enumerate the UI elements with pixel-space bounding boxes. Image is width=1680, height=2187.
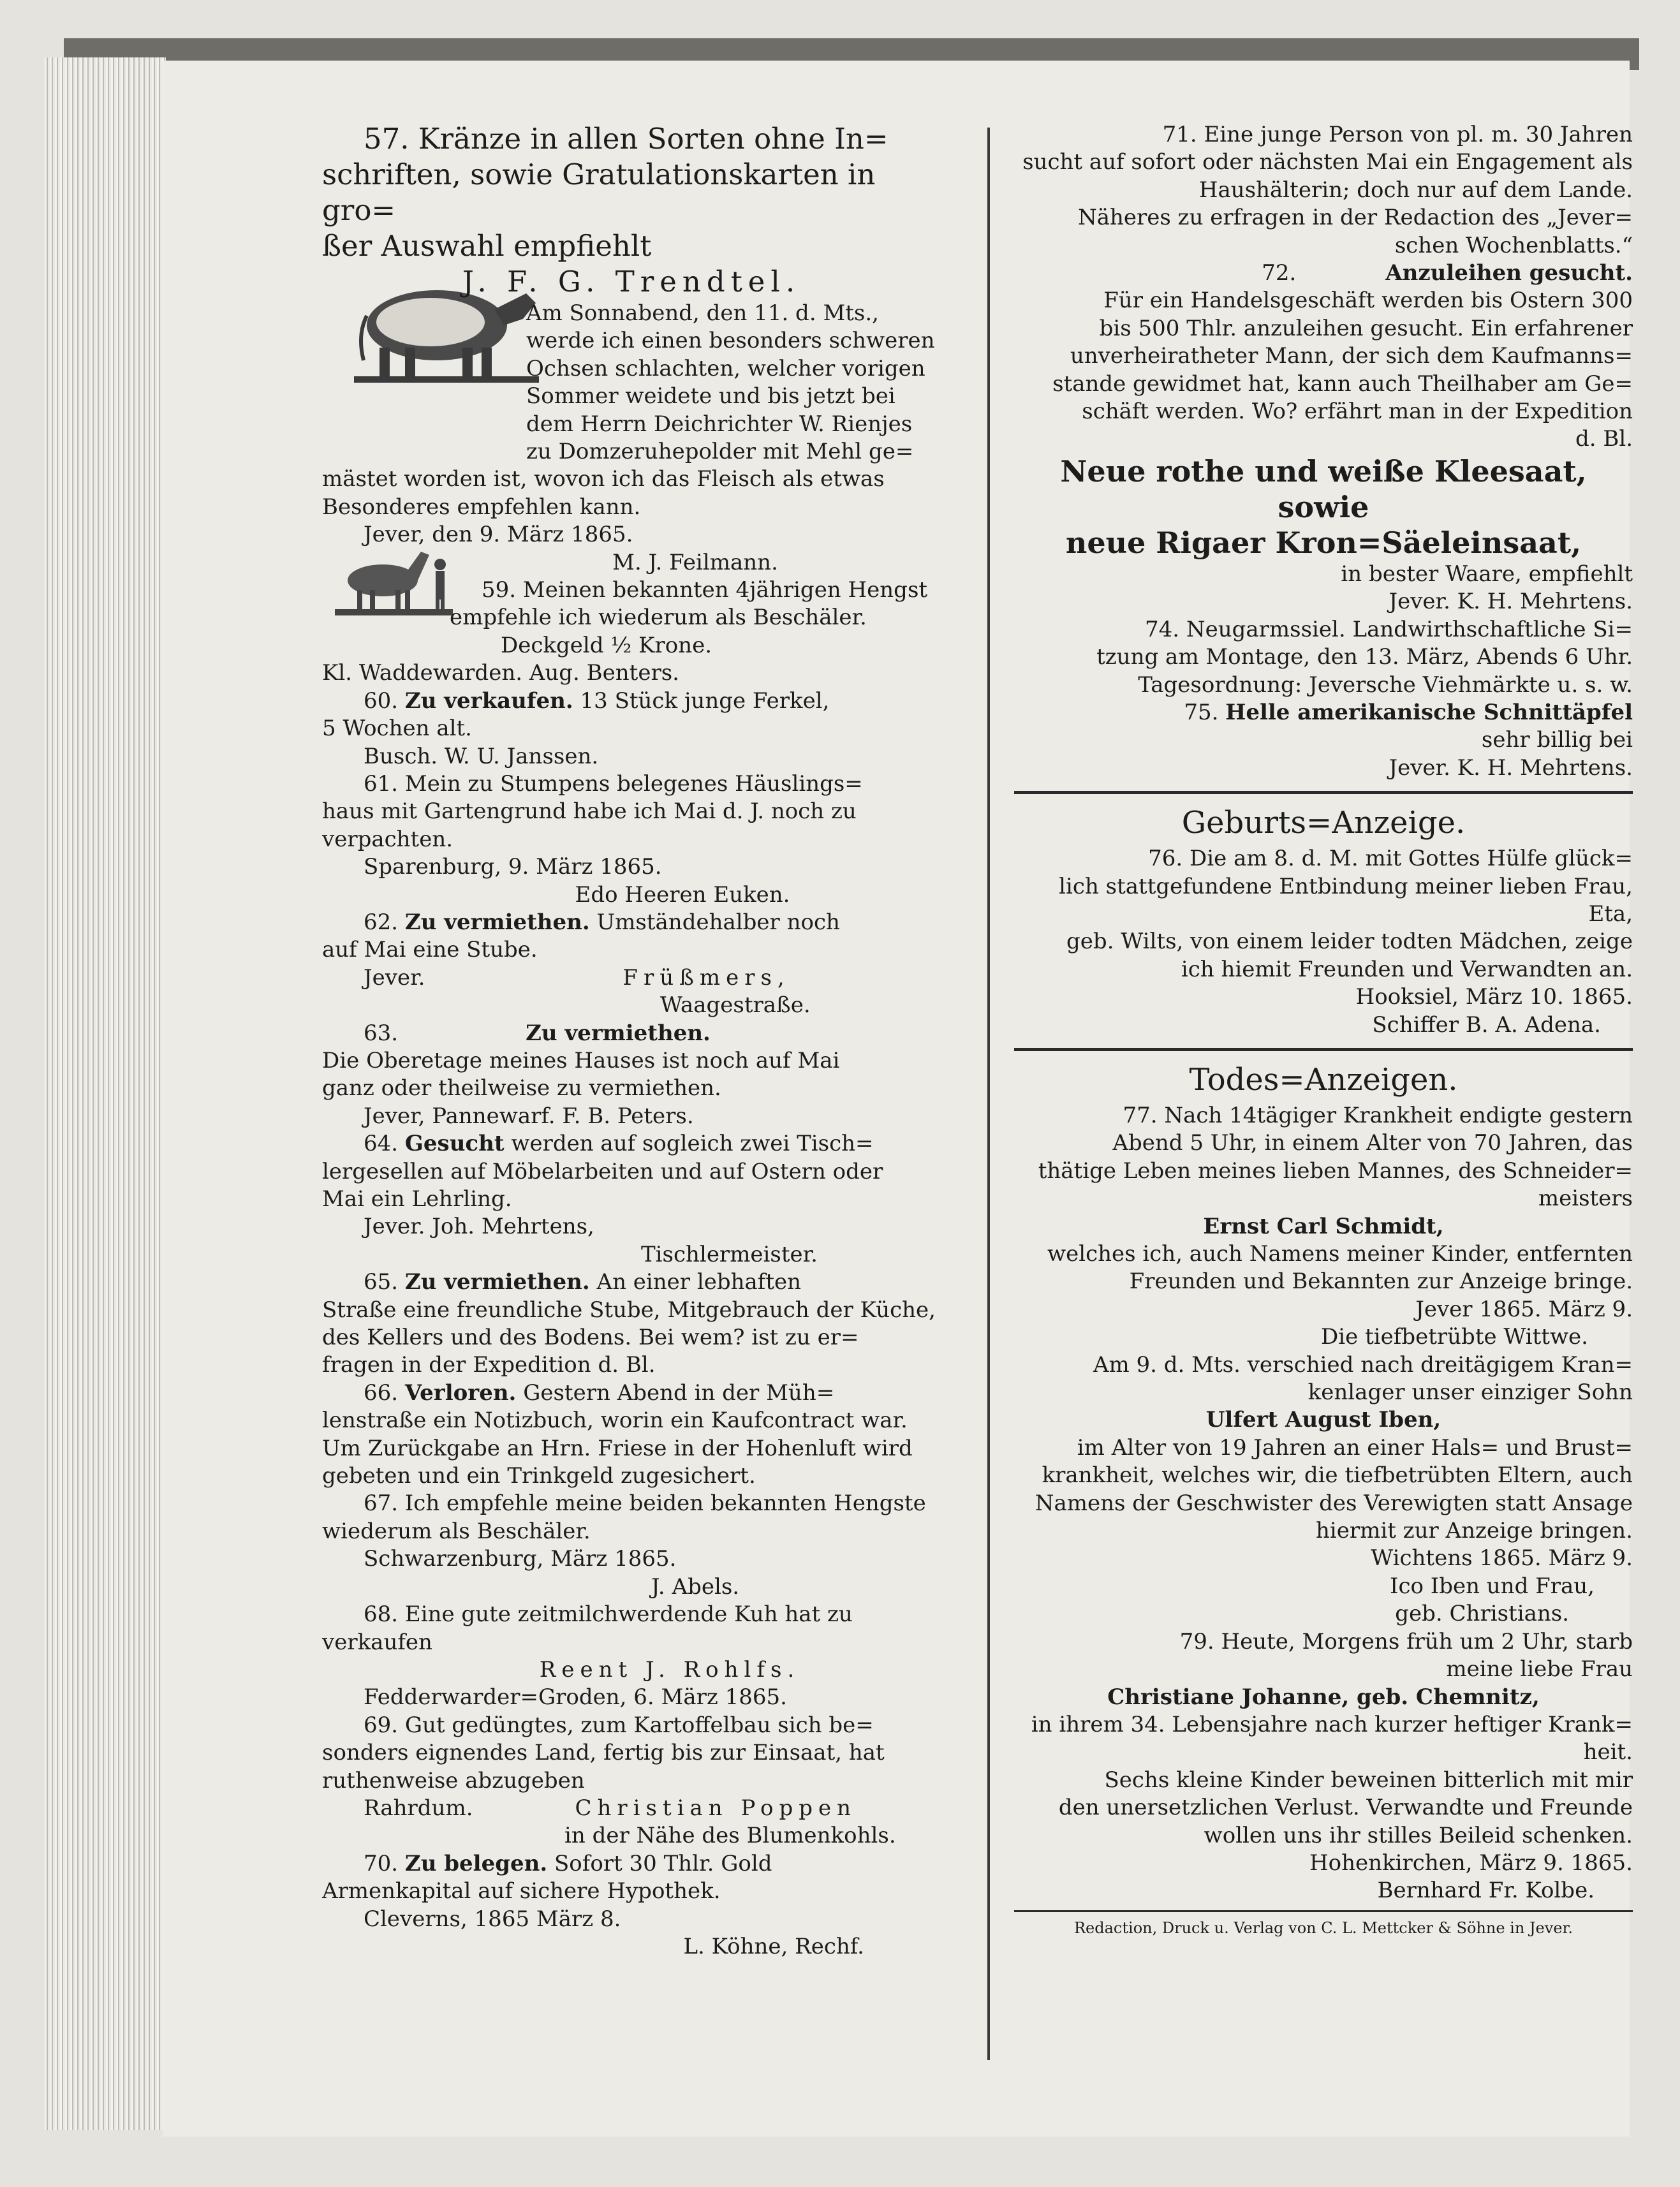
ad-text-line: Die Oberetage meines Hauses ist noch auf Mai (322, 1047, 840, 1073)
ad-66 (322, 1380, 941, 1491)
ad-text-line: bis 500 Thlr. anzuleihen gesucht. Ein erfahrener (1099, 315, 1633, 341)
ad-number: 66. (364, 1380, 399, 1406)
ad-signature: J. F. G. Trendtel. (462, 265, 801, 298)
ad-text-line: tzung am Montage, den 13. März, Abends 6 Uhr. (1096, 644, 1633, 670)
ad-text-line: empfehle ich wiederum als Beschäler. (450, 605, 867, 631)
ad-signature-line2: geb. Christians. (1395, 1601, 1569, 1627)
ad-text-line: Freunden und Bekannten zur Anzeige bringe. (1129, 1269, 1633, 1295)
ad-79 (1014, 1628, 1633, 1905)
ad-text-line: stande gewidmet hat, kann auch Theilhaber am Ge= (1052, 371, 1633, 397)
ad-text-line: 71. Eine junge Person von pl. m. 30 Jahren (1162, 122, 1633, 147)
ad-text-line: schriften, sowie Gratulationskarten in gro= (322, 158, 876, 227)
ad-signature: M. J. Feilmann. (612, 549, 778, 575)
ad-title-line2: neue Rigaer Kron=Säeleinsaat, (1065, 525, 1582, 560)
section-rule (1014, 791, 1633, 794)
ad-61 (322, 770, 941, 909)
ad-signature-line2: Waagestraße. (660, 992, 811, 1019)
ad-64 (322, 1130, 941, 1269)
ad-text-line: fragen in der Expedition d. Bl. (322, 1352, 656, 1378)
birth-notices-heading: Geburts=Anzeige. (1181, 805, 1466, 841)
ad-75 (1014, 699, 1633, 782)
death-notices-heading: Todes=Anzeigen. (1189, 1061, 1458, 1098)
ad-text-line: werde ich einen besonders schweren (526, 328, 935, 354)
ad-number: 64. (364, 1131, 399, 1157)
ad-text: Sofort 30 Thlr. Gold (547, 1850, 772, 1876)
ad-57 (322, 121, 941, 300)
ad-title: Zu vermiethen. (404, 1269, 590, 1295)
ad-text-line: Deckgeld ½ Krone. (501, 632, 712, 658)
ad-place-date: Cleverns, 1865 März 8. (364, 1906, 621, 1932)
ad-text-line: schen Wochenblatts.“ (1394, 232, 1633, 258)
ad-text-line: Armenkapital auf sichere Hypothek. (322, 1878, 721, 1904)
ad-text-line: ruthenweise abzugeben (322, 1767, 585, 1793)
ad-signature: J. Abels. (651, 1573, 740, 1600)
ad-signature: Die tiefbetrübte Wittwe. (1321, 1324, 1588, 1350)
ad-text-line: 61. Mein zu Stumpens belegenes Häuslings= (364, 770, 863, 797)
ad-text-line: Am Sonnabend, den 11. d. Mts., (526, 300, 879, 326)
ad-text-line: ganz oder theilweise zu vermiethen. (322, 1075, 721, 1101)
ad-text-line: 5 Wochen alt. (322, 716, 472, 742)
ad-text-line: dem Herrn Deichrichter W. Rienjes (526, 411, 913, 437)
ad-text-line: im Alter von 19 Jahren an einer Hals= und Brust= (1077, 1434, 1633, 1461)
ad-signature: Jever. Joh. Mehrtens, (364, 1214, 594, 1240)
ad-text-line: 79. Heute, Morgens früh um 2 Uhr, starb (1179, 1628, 1633, 1654)
ad-63 (322, 1020, 941, 1131)
ad-text-line: auf Mai eine Stube. (322, 937, 538, 963)
ad-70 (322, 1850, 941, 1961)
ad-text-line: sehr billig bei (1481, 727, 1633, 753)
ad-number: 63. (364, 1020, 399, 1046)
ad-text-line: hiermit zur Anzeige bringen. (1315, 1518, 1633, 1544)
ad-text: werden auf sogleich zwei Tisch= (504, 1131, 874, 1157)
ad-text-line: den unersetzlichen Verlust. Verwandte und Freunde (1058, 1795, 1633, 1821)
ad-place-date: Wichtens 1865. März 9. (1371, 1545, 1633, 1572)
publisher-imprint: Redaction, Druck u. Verlag von C. L. Mettcker & Söhne in Jever. (1073, 1918, 1573, 1937)
ad-59 (322, 577, 941, 688)
ad-signature: Jever, Pannewarf. F. B. Peters. (364, 1103, 694, 1129)
ad-60 (322, 688, 941, 770)
ad-text: An einer lebhaften (589, 1269, 802, 1295)
ad-title: Anzuleihen gesucht. (1385, 260, 1633, 286)
ad-title: Zu vermiethen. (404, 909, 590, 935)
ad-text-line: mästet worden ist, wovon ich das Fleisch als etwas (322, 466, 885, 492)
ad-place-date: Hooksiel, März 10. 1865. (1355, 984, 1633, 1010)
ad-text-line: lenstraße ein Notizbuch, worin ein Kaufcontract war. (322, 1408, 908, 1434)
ad-77 (1014, 1102, 1633, 1351)
ad-place-date: Sparenburg, 9. März 1865. (364, 854, 662, 880)
ad-text-line: Sechs kleine Kinder beweinen bitterlich mit mir (1104, 1767, 1633, 1793)
ad-text-line: Am 9. d. Mts. verschied nach dreitägigem Kran= (1093, 1351, 1633, 1378)
ad-text-line: meine liebe Frau (1446, 1656, 1633, 1683)
ad-number: 75. (1184, 699, 1219, 725)
ad-text-line: in ihrem 34. Lebensjahre nach kurzer heftiger Krank= (1031, 1711, 1633, 1737)
ad-text-line: ßer Auswahl empfiehlt (322, 229, 652, 263)
ad-text-line: Ochsen schlachten, welcher vorigen (526, 355, 925, 381)
deceased-name: Christiane Johanne, geb. Chemnitz, (1107, 1684, 1540, 1710)
ad-signature: Jever. K. H. Mehrtens. (1389, 589, 1633, 615)
ad-text-line: Tagesordnung: Jeversche Viehmärkte u. s. w. (1138, 672, 1633, 698)
ad-68 (322, 1601, 941, 1712)
ad-signature: Busch. W. U. Janssen. (364, 743, 599, 769)
ad-text-line: 76. Die am 8. d. M. mit Gottes Hülfe glück= (1148, 846, 1633, 872)
ad-73 (1014, 453, 1633, 616)
ad-text-line: Für ein Handelsgeschäft werden bis Ostern 300 (1103, 288, 1633, 314)
ad-text-line: d. Bl. (1575, 426, 1633, 452)
section-rule (1014, 1048, 1633, 1051)
ad-text: 13 Stück junge Ferkel, (573, 688, 830, 714)
ad-text-line: Namens der Geschwister des Verewigten statt Ansage (1035, 1490, 1633, 1516)
ad-text-line: in bester Waare, empfiehlt (1341, 561, 1633, 587)
ad-78 (1014, 1351, 1633, 1628)
ad-69 (322, 1712, 941, 1850)
ad-text-line: zu Domzeruhepolder mit Mehl ge= (526, 439, 914, 465)
ad-text-line: Straße eine freundliche Stube, Mitgebrauch der Küche, (322, 1297, 936, 1323)
ad-71 (1014, 121, 1633, 260)
ad-signature: Ico Iben und Frau, (1390, 1573, 1595, 1599)
ad-text-line: gebeten und ein Trinkgeld zugesichert. (322, 1463, 756, 1489)
ad-number: 60. (364, 688, 399, 714)
right-column (1014, 121, 1633, 1939)
ad-text-line: wollen uns ihr stilles Beileid schenken. (1204, 1822, 1633, 1848)
ad-72 (1014, 260, 1633, 453)
ad-text-line: haus mit Gartengrund habe ich Mai d. J. noch zu (322, 799, 857, 825)
footer-rule (1014, 1910, 1633, 1912)
ad-text-line: ich hiemit Freunden und Verwandten an. (1181, 956, 1633, 982)
ad-place: Rahrdum. (364, 1795, 473, 1821)
ad-text-line: sucht auf sofort oder nächsten Mai ein Engagement als (1022, 149, 1633, 175)
column-divider (987, 128, 990, 2060)
ad-text-line: Sommer weidete und bis jetzt bei (526, 383, 895, 409)
ad-text-line: geb. Wilts, von einem leider todten Mädchen, zeige (1066, 929, 1633, 955)
ad-text-line: Besonderes empfehlen kann. (322, 494, 641, 520)
deceased-name: Ulfert August Iben, (1205, 1407, 1441, 1433)
ad-place-date: Fedderwarder=Groden, 6. März 1865. (364, 1684, 787, 1711)
ad-title: Verloren. (404, 1380, 517, 1406)
left-column (322, 121, 941, 1961)
ad-text-line: 68. Eine gute zeitmilchwerdende Kuh hat zu (364, 1602, 853, 1628)
ad-title: Zu belegen. (404, 1850, 548, 1876)
ad-text-line: 57. Kränze in allen Sorten ohne In= (364, 122, 888, 156)
ad-76 (1014, 845, 1633, 1039)
ad-signature: Reent J. Rohlfs. (539, 1656, 800, 1683)
ad-65 (322, 1269, 941, 1380)
ad-place-date: Hohenkirchen, März 9. 1865. (1309, 1850, 1633, 1876)
ad-number: 70. (364, 1850, 399, 1876)
ad-text-line: lergesellen auf Möbelarbeiten und auf Ostern oder (322, 1158, 883, 1184)
ad-58 (322, 300, 941, 577)
ad-text-line: meisters (1538, 1186, 1633, 1212)
ad-title: Neue rothe und weiße Kleesaat, sowie (1060, 453, 1587, 524)
ad-place-date: Schwarzenburg, März 1865. (364, 1546, 677, 1572)
ad-text-line: 77. Nach 14tägiger Krankheit endigte gestern (1123, 1102, 1633, 1128)
ad-signature: Jever. K. H. Mehrtens. (1389, 755, 1633, 781)
ad-text: Gestern Abend in der Müh= (516, 1380, 835, 1406)
ad-text-line: 74. Neugarmssiel. Landwirthschaftliche Si= (1144, 616, 1633, 642)
ad-signature: L. Köhne, Rechf. (683, 1933, 864, 1959)
ad-number: 65. (364, 1269, 399, 1295)
ad-text-line: heit. (1583, 1739, 1633, 1765)
ad-text-line: sonders eignendes Land, fertig bis zur Einsaat, hat (322, 1740, 885, 1766)
ad-title: Zu verkaufen. (404, 688, 573, 714)
ad-text-line: Näheres zu erfragen in der Redaction des „Jever= (1078, 205, 1633, 231)
ad-place: Jever. (364, 964, 425, 990)
ad-signature: Früßmers, (623, 964, 790, 990)
ad-74 (1014, 616, 1633, 699)
ad-text-line: Abend 5 Uhr, in einem Alter von 70 Jahren, das (1112, 1130, 1633, 1156)
ad-signature: Edo Heeren Euken. (575, 881, 790, 908)
ad-title: Zu vermiethen. (526, 1020, 711, 1046)
ad-text-line: lich stattgefundene Entbindung meiner lieben Frau, Eta, (1059, 873, 1633, 927)
ad-text-line: welches ich, auch Namens meiner Kinder, entfernten (1047, 1241, 1633, 1267)
ad-text-line: kenlager unser einziger Sohn (1308, 1380, 1633, 1406)
ad-67 (322, 1490, 941, 1601)
ad-text-line: thätige Leben meines lieben Mannes, des Schneider= (1038, 1158, 1633, 1184)
ad-text-line: wiederum als Beschäler. (322, 1518, 591, 1544)
ad-text-line: schäft werden. Wo? erfährt man in der Expedition (1082, 399, 1633, 425)
ad-text: Umständehalber noch (589, 909, 840, 935)
ad-title: Gesucht (404, 1131, 505, 1157)
ad-place-date: Jever, den 9. März 1865. (364, 522, 633, 548)
ad-title: Helle amerikanische Schnittäpfel (1225, 699, 1633, 725)
ad-text-line: krankheit, welches wir, die tiefbetrübten Eltern, auch (1042, 1462, 1633, 1489)
book-page-edges (45, 57, 166, 2130)
ad-number: 62. (364, 909, 399, 935)
ad-text-line: 67. Ich empfehle meine beiden bekannten Hengste (364, 1491, 926, 1517)
ad-text-line: Mai ein Lehrling. (322, 1186, 512, 1212)
ad-number: 72. (1262, 260, 1297, 286)
ad-62 (322, 909, 941, 1020)
ad-text-line: unverheiratheter Mann, der sich dem Kaufmanns= (1070, 343, 1633, 369)
ad-signature: Bernhard Fr. Kolbe. (1377, 1878, 1595, 1904)
ad-signature-line2: in der Nähe des Blumenkohls. (564, 1823, 896, 1849)
ad-signature: Schiffer B. A. Adena. (1372, 1012, 1601, 1038)
ad-signature-line2: Tischlermeister. (641, 1241, 818, 1267)
ad-text-line: 69. Gut gedüngtes, zum Kartoffelbau sich be= (364, 1712, 874, 1738)
ad-text-line: 59. Meinen bekannten 4jährigen Hengst (482, 577, 928, 603)
ad-signature: Christian Poppen (575, 1795, 857, 1821)
ad-signature: Kl. Waddewarden. Aug. Benters. (322, 660, 679, 686)
ad-text-line: Um Zurückgabe an Hrn. Friese in der Hohenluft wird (322, 1435, 913, 1461)
ad-text-line: verpachten. (322, 826, 453, 852)
ad-text-line: Haushälterin; doch nur auf dem Lande. (1198, 177, 1633, 203)
deceased-name: Ernst Carl Schmidt, (1203, 1213, 1444, 1239)
ad-text-line: des Kellers und des Bodens. Bei wem? ist zu er= (322, 1325, 859, 1351)
ad-place-date: Jever 1865. März 9. (1415, 1296, 1633, 1322)
ad-text-line: verkaufen (322, 1629, 432, 1655)
